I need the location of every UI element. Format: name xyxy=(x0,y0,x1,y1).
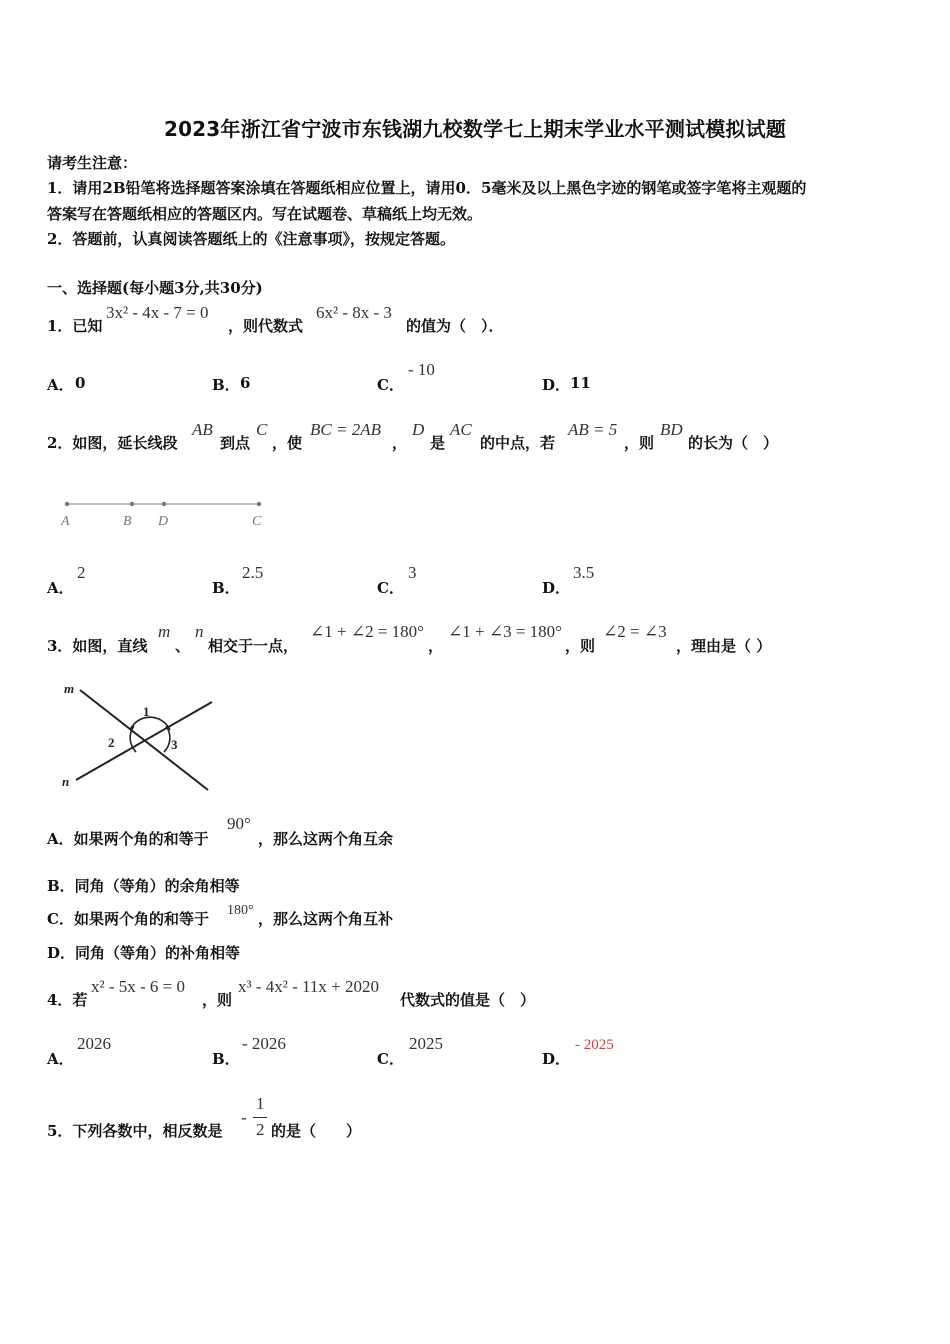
q2-option-b-label[interactable]: B． xyxy=(212,579,240,597)
q2-option-c-label[interactable]: C． xyxy=(377,579,404,597)
q5-suffix: 的是（ ） xyxy=(271,1122,362,1140)
q2-prefix: 2．如图，延长线段 xyxy=(47,434,178,452)
q2-option-a-value: 2 xyxy=(77,563,86,582)
q3-option-d[interactable]: D．同角（等角）的补角相等 xyxy=(47,944,241,962)
q5-prefix: 5．下列各数中，相反数是 xyxy=(47,1122,223,1140)
q4-expression: x³ - 4x² - 11x + 2020 xyxy=(238,977,379,996)
q3-angle-1-arc xyxy=(130,717,170,730)
q1-option-d-value: 11 xyxy=(570,374,591,392)
q2-point-d-dot xyxy=(162,502,166,506)
q3-option-c-suffix: ，那么这两个角互补 xyxy=(258,910,394,928)
q1-option-c-label[interactable]: C． xyxy=(377,376,404,394)
q1-expression: 6x² - 8x - 3 xyxy=(316,303,392,322)
q1-prefix: 1．已知 xyxy=(47,317,103,335)
q4-suffix: 代数式的值是（ ） xyxy=(400,991,536,1009)
q1-option-a-value: 0 xyxy=(75,374,86,392)
notice-line-1a: 1．请用2B铅笔将选择题答案涂填在答题纸相应位置上，请用0．5毫米及以上黑色字迹的钢笔或签字笔将主观题的 xyxy=(47,179,807,197)
q3-text-4: ，理由是（ ） xyxy=(676,637,772,655)
q5-numerator: 1 xyxy=(256,1094,265,1113)
q4-mid: ，则 xyxy=(202,991,233,1009)
q3-text-3: ，则 xyxy=(565,637,596,655)
q2-text-5: 的中点，若 xyxy=(480,434,556,452)
q1-option-c-value: - 10 xyxy=(408,360,435,379)
q3-prefix: 3．如图，直线 xyxy=(47,637,148,655)
q4-option-d-value: - 2025 xyxy=(575,1037,614,1053)
q4-option-b-label[interactable]: B． xyxy=(212,1050,240,1068)
q3-option-a-suffix: ，那么这两个角互余 xyxy=(258,830,394,848)
q3-option-b[interactable]: B．同角（等角）的余角相等 xyxy=(47,877,240,895)
q2-text-6: ，则 xyxy=(624,434,655,452)
q1-option-d-label[interactable]: D． xyxy=(542,376,571,394)
q1-option-b-label[interactable]: B． xyxy=(212,376,240,394)
q2-point-c: C xyxy=(256,420,268,439)
q2-text-7: 的长为（ ） xyxy=(688,434,779,452)
q3-equation-b: ∠1 + ∠3 = 180° xyxy=(448,622,562,641)
q2-text-1: 到点 xyxy=(220,434,251,452)
q2-option-a-label[interactable]: A． xyxy=(47,579,74,597)
q4-option-a-value: 2026 xyxy=(77,1034,111,1053)
q3-text-2: ， xyxy=(428,637,444,655)
q2-point-d: D xyxy=(412,420,425,439)
q2-point-b-dot xyxy=(130,502,134,506)
q2-fig-label-a: A xyxy=(61,514,70,529)
q3-fig-label-1: 1 xyxy=(143,704,150,719)
q5-negative-sign: - xyxy=(241,1108,247,1127)
q4-prefix: 4．若 xyxy=(47,991,88,1009)
q3-fig-label-n: n xyxy=(62,774,70,789)
q2-line-figure xyxy=(55,494,275,534)
q3-option-c-value: 180° xyxy=(227,903,254,918)
q2-segment-bd: BD xyxy=(660,420,683,439)
q2-text-4: 是 xyxy=(430,434,446,452)
q2-segment-ac: AC xyxy=(450,420,472,439)
q2-fig-label-c: C xyxy=(252,514,262,529)
q1-mid: ，则代数式 xyxy=(228,317,304,335)
q3-option-a-text[interactable]: A．如果两个角的和等于 xyxy=(47,830,209,848)
q2-text-2: ，使 xyxy=(272,434,303,452)
q3-line-n: n xyxy=(195,622,204,641)
q2-option-c-value: 3 xyxy=(408,563,417,582)
q3-option-c-text[interactable]: C．如果两个角的和等于 xyxy=(47,910,209,928)
q3-fig-label-2: 2 xyxy=(108,735,115,750)
q3-fig-label-m: m xyxy=(64,681,75,696)
q2-point-a-dot xyxy=(65,502,69,506)
q4-equation: x² - 5x - 6 = 0 xyxy=(91,977,186,996)
section-heading: 一、选择题(每小题3分,共30分) xyxy=(47,279,263,297)
q2-ab-value: AB = 5 xyxy=(568,420,618,439)
q2-segment-ab: AB xyxy=(192,420,213,439)
q4-option-c-label[interactable]: C． xyxy=(377,1050,404,1068)
notice-heading: 请考生注意： xyxy=(47,154,138,172)
q3-option-a-value: 90° xyxy=(227,814,251,833)
q3-equation-c: ∠2 = ∠3 xyxy=(603,622,667,641)
q2-fig-label-b: B xyxy=(123,514,132,529)
notice-line-1b: 答案写在答题纸相应的答题区内。写在试题卷、草稿纸上均无效。 xyxy=(47,205,483,223)
q3-separator: 、 xyxy=(175,637,191,655)
q4-option-a-label[interactable]: A． xyxy=(47,1050,74,1068)
q2-fig-label-d: D xyxy=(158,514,169,529)
q2-option-d-label[interactable]: D． xyxy=(542,579,571,597)
q3-text-1: 相交于一点， xyxy=(208,637,299,655)
q3-line-m: m xyxy=(158,622,171,641)
q2-point-c-dot xyxy=(257,502,261,506)
q3-fig-label-3: 3 xyxy=(171,737,178,752)
q5-denominator: 2 xyxy=(256,1120,265,1139)
q4-option-c-value: 2025 xyxy=(409,1034,443,1053)
q1-option-a-label[interactable]: A． xyxy=(47,376,74,394)
q1-equation: 3x² - 4x - 7 = 0 xyxy=(106,303,209,322)
page-title: 2023年浙江省宁波市东钱湖九校数学七上期末学业水平测试模拟试题 xyxy=(163,117,787,141)
q4-option-b-value: - 2026 xyxy=(242,1034,286,1053)
q4-option-d-label[interactable]: D． xyxy=(542,1050,571,1068)
q3-equation-a: ∠1 + ∠2 = 180° xyxy=(310,622,424,641)
q2-relation: BC = 2AB xyxy=(310,420,381,439)
q1-suffix: 的值为（ ）． xyxy=(406,317,504,335)
q2-option-d-value: 3.5 xyxy=(573,563,595,582)
q5-fraction-bar xyxy=(253,1117,267,1118)
notice-line-2: 2．答题前，认真阅读答题纸上的《注意事项》，按规定答题。 xyxy=(47,230,455,248)
q1-option-b-value: 6 xyxy=(240,374,251,392)
q3-intersecting-lines-figure xyxy=(60,676,220,794)
q2-option-b-value: 2.5 xyxy=(242,563,264,582)
q2-text-3: ， xyxy=(392,434,408,452)
